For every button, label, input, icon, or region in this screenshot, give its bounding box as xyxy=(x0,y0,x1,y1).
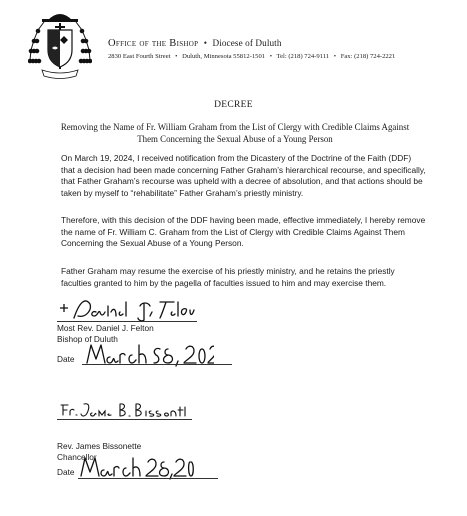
date-line xyxy=(78,478,218,479)
telephone: Tel: (218) 724-9111 xyxy=(276,53,330,60)
signature-line xyxy=(57,419,192,420)
bullet-separator: • xyxy=(203,38,208,48)
bishop-title: Bishop of Duluth xyxy=(57,334,118,344)
bullet-separator: • xyxy=(175,53,178,60)
date-line xyxy=(82,364,232,365)
bullet-separator: • xyxy=(269,53,273,60)
bishop-signature xyxy=(56,294,196,324)
street-address: 2830 East Fourth Street xyxy=(108,53,171,60)
fax: Fax: (218) 724-2221 xyxy=(340,53,396,60)
bullet-separator: • xyxy=(333,53,337,60)
document-subject: Removing the Name of Fr. William Graham from the List of Clergy with Credible Claims Against Them Concerning the Sexual Abuse of a Young Person xyxy=(60,122,410,145)
chancellor-title: Chancellor xyxy=(57,452,97,462)
date-label: Date xyxy=(57,467,75,477)
body-paragraph: On March 19, 2024, I received notification from the Dicastery of the Doctrine of the Faith (DDF) that a decision had been made concerning Father Graham’s hierarchical recourse, and specifically, that Father Graham’s recourse was upheld with a decree of absolution, and that actions should be taken by myself to “rehabilitate” Father Graham’s priestly ministry. xyxy=(61,153,426,198)
signature-line xyxy=(57,321,197,322)
diocese-name: Diocese of Duluth xyxy=(212,38,282,48)
body-paragraph: Therefore, with this decision of the DDF having been made, effective immediately, I hereby remove the name of Fr. William C. Graham from the List of Clergy with Credible Claims Against Them Concerning the Sexual Abuse of a Young Person. xyxy=(61,215,426,249)
letterhead-office-line xyxy=(108,38,282,49)
coat-of-arms-icon xyxy=(28,6,92,82)
chancellor-name: Rev. James Bissonette xyxy=(57,441,142,451)
body-paragraph: Father Graham may resume the exercise of his priestly ministry, and he retains the priestly faculties granted to him by the pagella of faculties issued to him and may exercise them. xyxy=(61,266,395,288)
date-label: Date xyxy=(57,354,75,364)
office-name: Office of the Bishop xyxy=(108,38,199,49)
document-title: DECREE xyxy=(214,100,253,110)
city-address: Duluth, Minnesota 55812-1501 xyxy=(182,53,266,60)
chancellor-signature xyxy=(58,399,188,421)
letterhead-address-line xyxy=(108,53,395,60)
bishop-name: Most Rev. Daniel J. Felton xyxy=(57,323,154,333)
